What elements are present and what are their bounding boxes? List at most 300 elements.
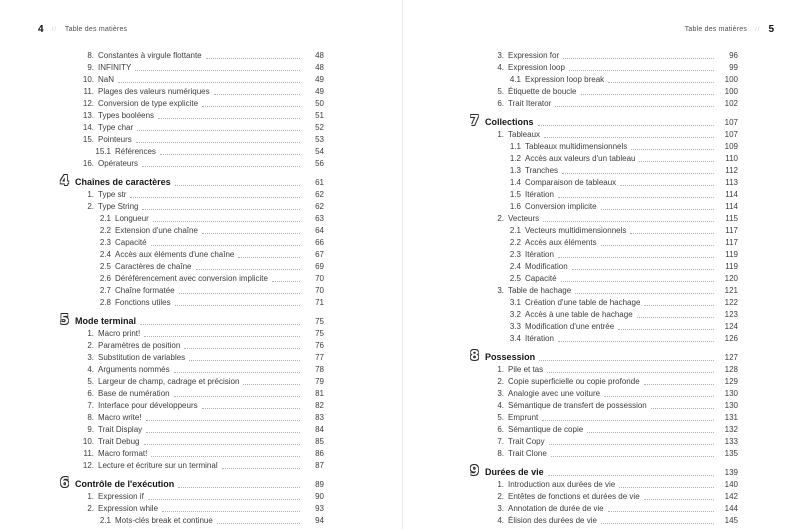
page-ref: 140 bbox=[724, 480, 738, 489]
dot-leader bbox=[644, 499, 714, 500]
dot-leader bbox=[639, 161, 714, 162]
toc-entry-row bbox=[60, 285, 324, 297]
dot-leader bbox=[630, 233, 714, 234]
entry-label: 2.1 bbox=[509, 226, 521, 235]
dot-leader bbox=[202, 106, 300, 107]
dot-leader bbox=[644, 305, 714, 306]
dot-leader bbox=[631, 149, 714, 150]
dot-leader bbox=[620, 185, 714, 186]
page-ref: 75 bbox=[315, 317, 324, 326]
entry-text: Trait Display bbox=[98, 425, 143, 434]
toc-entry-row bbox=[60, 122, 324, 134]
page-ref: 102 bbox=[724, 99, 738, 108]
entry-label: 3.2 bbox=[509, 310, 521, 319]
entry-text: Types booléens bbox=[98, 111, 155, 120]
entry-text: Introduction aux durées de vie bbox=[508, 480, 616, 489]
page-ref: 94 bbox=[315, 516, 324, 525]
right-page-header bbox=[685, 24, 774, 35]
toc-entry-row bbox=[60, 225, 324, 237]
entry-text: Déréférencement avec conversion implicite bbox=[115, 274, 268, 283]
entry-text: Interface pour développeurs bbox=[98, 401, 198, 410]
entry-text: Sémantique de copie bbox=[508, 425, 584, 434]
page-ref: 126 bbox=[724, 334, 738, 343]
toc-entry-row bbox=[60, 189, 324, 201]
dot-leader bbox=[144, 336, 300, 337]
dot-leader bbox=[272, 281, 300, 282]
chapter-number: 5 bbox=[60, 313, 70, 328]
dot-leader bbox=[569, 70, 714, 71]
dot-leader bbox=[558, 197, 714, 198]
entry-label: 1.6 bbox=[509, 202, 521, 211]
dot-leader bbox=[547, 372, 714, 373]
entry-label: 5. bbox=[497, 87, 504, 96]
page-ref: 112 bbox=[725, 166, 738, 175]
toc-entry-row bbox=[470, 249, 738, 261]
entry-label: 2. bbox=[87, 341, 94, 350]
toc-entry-row bbox=[60, 328, 324, 340]
toc-entry-row bbox=[60, 213, 324, 225]
entry-label: 2. bbox=[497, 492, 504, 501]
dot-leader bbox=[160, 154, 300, 155]
toc-chapter-row bbox=[60, 313, 324, 328]
chapter-title: Mode terminal bbox=[75, 316, 137, 326]
toc-entry-row bbox=[470, 321, 738, 333]
entry-text: Tableaux multidimensionnels bbox=[525, 142, 628, 151]
page-ref: 117 bbox=[725, 238, 738, 247]
entry-text: Trait Copy bbox=[508, 437, 545, 446]
page-ref: 52 bbox=[315, 123, 324, 132]
dot-leader bbox=[137, 130, 300, 131]
dot-leader bbox=[238, 257, 300, 258]
toc-entry-row bbox=[470, 50, 738, 62]
entry-label: 1.3 bbox=[509, 166, 521, 175]
entry-label: 9. bbox=[87, 425, 94, 434]
page-ref: 122 bbox=[724, 298, 738, 307]
page-ref: 70 bbox=[315, 286, 324, 295]
toc-entry-row bbox=[60, 98, 324, 110]
toc-entry-row bbox=[470, 273, 738, 285]
entry-text: Itération bbox=[525, 190, 554, 199]
toc-entry-row bbox=[470, 388, 738, 400]
page-ref: 124 bbox=[724, 322, 738, 331]
entry-text: Élision des durées de vie bbox=[508, 516, 597, 525]
dot-leader bbox=[140, 324, 300, 325]
entry-text: Expression loop break bbox=[525, 75, 605, 84]
entry-text: Itération bbox=[525, 334, 554, 343]
entry-text: Substitution de variables bbox=[98, 353, 186, 362]
toc-entry-row bbox=[60, 86, 324, 98]
page-ref: 87 bbox=[315, 461, 324, 470]
entry-label: 3. bbox=[497, 504, 504, 513]
toc-entry-row bbox=[60, 376, 324, 388]
page-ref: 48 bbox=[315, 51, 324, 60]
page-ref: 131 bbox=[724, 413, 738, 422]
toc-entry-row bbox=[470, 297, 738, 309]
entry-label: 7. bbox=[497, 437, 504, 446]
dot-leader bbox=[543, 221, 714, 222]
dot-leader bbox=[581, 94, 715, 95]
dot-leader bbox=[151, 456, 300, 457]
toc-entry-row bbox=[60, 448, 324, 460]
dot-leader bbox=[243, 384, 300, 385]
dot-leader bbox=[561, 281, 714, 282]
page-ref: 145 bbox=[724, 516, 738, 525]
toc-entry-row bbox=[60, 460, 324, 472]
page-ref: 96 bbox=[729, 51, 738, 60]
dot-leader bbox=[148, 499, 300, 500]
toc-entry-row bbox=[470, 412, 738, 424]
page-ref: 128 bbox=[724, 365, 738, 374]
page-ref: 144 bbox=[724, 504, 738, 513]
dot-leader bbox=[619, 487, 714, 488]
entry-label: 4. bbox=[87, 365, 94, 374]
page-ref: 78 bbox=[315, 365, 324, 374]
dot-leader bbox=[144, 444, 301, 445]
toc-entry-row bbox=[470, 424, 738, 436]
entry-label: 15.1 bbox=[95, 147, 111, 156]
dot-leader bbox=[651, 408, 714, 409]
entry-label: 16. bbox=[82, 159, 94, 168]
entry-text: Constantes à virgule flottante bbox=[98, 51, 202, 60]
toc-entry-row bbox=[470, 479, 738, 491]
chapter-number: 7 bbox=[470, 114, 480, 129]
page-ref: 93 bbox=[315, 504, 324, 513]
entry-text: Fonctions utiles bbox=[115, 298, 171, 307]
dot-leader bbox=[563, 58, 714, 59]
toc-entry-row bbox=[60, 424, 324, 436]
page-ref: 114 bbox=[725, 190, 738, 199]
entry-text: Pointeurs bbox=[98, 135, 132, 144]
dot-leader bbox=[555, 106, 714, 107]
entry-text: Expression for bbox=[508, 51, 560, 60]
entry-label: 2.4 bbox=[99, 250, 111, 259]
entry-text: Accès à une table de hachage bbox=[525, 310, 633, 319]
toc-entry-row bbox=[470, 448, 738, 460]
entry-label: 14. bbox=[82, 123, 94, 132]
dot-leader bbox=[558, 341, 714, 342]
dot-leader bbox=[539, 360, 714, 361]
left-page-header bbox=[38, 24, 127, 35]
entry-label: 12. bbox=[82, 99, 94, 108]
toc-entry-row bbox=[470, 98, 738, 110]
page-ref: 61 bbox=[315, 178, 324, 187]
dot-leader bbox=[601, 209, 714, 210]
toc-entry-row bbox=[470, 177, 738, 189]
entry-text: Expression if bbox=[98, 492, 144, 501]
entry-text: Capacité bbox=[115, 238, 147, 247]
running-title: Table des matières bbox=[64, 26, 128, 33]
page-ref: 130 bbox=[724, 389, 738, 398]
toc-entry-row bbox=[470, 189, 738, 201]
dot-leader bbox=[551, 456, 714, 457]
dot-leader bbox=[175, 305, 300, 306]
entry-label: 1. bbox=[497, 480, 504, 489]
entry-text: Sémantique de transfert de possession bbox=[508, 401, 647, 410]
toc-chapter-row bbox=[470, 464, 738, 479]
toc-chapter-row bbox=[470, 114, 738, 129]
page-ref: 85 bbox=[315, 437, 324, 446]
page-ref: 63 bbox=[315, 214, 324, 223]
page-ref: 114 bbox=[725, 202, 738, 211]
page-ref: 64 bbox=[315, 226, 324, 235]
toc-entry-row bbox=[60, 352, 324, 364]
entry-text: Trait Clone bbox=[508, 449, 547, 458]
entry-text: Annotation de durée de vie bbox=[508, 504, 604, 513]
dot-leader bbox=[542, 420, 714, 421]
entry-label: 10. bbox=[82, 75, 94, 84]
entry-text: Type String bbox=[98, 202, 139, 211]
toc-entry-row bbox=[470, 237, 738, 249]
page-ref: 75 bbox=[315, 329, 324, 338]
toc-entry-row bbox=[470, 333, 738, 345]
page-ref: 99 bbox=[729, 63, 738, 72]
toc-list-left bbox=[60, 50, 324, 527]
page-ref: 49 bbox=[315, 75, 324, 84]
chapter-number: 8 bbox=[470, 349, 480, 364]
toc-entry-row bbox=[470, 74, 738, 86]
page-ref: 119 bbox=[725, 262, 738, 271]
dot-leader bbox=[222, 468, 300, 469]
entry-text: Chaîne formatée bbox=[115, 286, 175, 295]
page-ref: 76 bbox=[315, 341, 324, 350]
entry-text: Accès aux éléments bbox=[525, 238, 597, 247]
toc-entry-row bbox=[470, 364, 738, 376]
dot-leader bbox=[175, 185, 300, 186]
entry-label: 1.4 bbox=[509, 178, 521, 187]
page-ref: 123 bbox=[724, 310, 738, 319]
dot-leader bbox=[136, 142, 300, 143]
page-ref: 115 bbox=[725, 214, 738, 223]
entry-text: NaN bbox=[98, 75, 115, 84]
page-ref: 67 bbox=[315, 250, 324, 259]
dot-leader bbox=[206, 58, 300, 59]
page-ref: 90 bbox=[315, 492, 324, 501]
toc-entry-row bbox=[470, 515, 738, 527]
toc-entry-row bbox=[60, 74, 324, 86]
entry-text: Modification d'une entrée bbox=[525, 322, 615, 331]
entry-text: Largeur de champ, cadrage et précision bbox=[98, 377, 240, 386]
dot-leader bbox=[179, 293, 300, 294]
entry-text: Création d'une table de hachage bbox=[525, 298, 641, 307]
toc-entry-row bbox=[60, 158, 324, 170]
header-ornament: // bbox=[51, 26, 57, 33]
dot-leader bbox=[202, 408, 300, 409]
entry-text: Copie superficielle ou copie profonde bbox=[508, 377, 640, 386]
chapter-number: 6 bbox=[60, 476, 70, 491]
entry-label: 3. bbox=[497, 286, 504, 295]
entry-label: 7. bbox=[87, 401, 94, 410]
toc-entry-row bbox=[60, 491, 324, 503]
entry-label: 1. bbox=[497, 365, 504, 374]
entry-label: 8. bbox=[87, 51, 94, 60]
dot-leader bbox=[142, 209, 300, 210]
toc-chapter-row bbox=[60, 174, 324, 189]
toc-entry-row bbox=[470, 129, 738, 141]
entry-text: Modification bbox=[525, 262, 568, 271]
page-number: 4 bbox=[38, 24, 44, 35]
dot-leader bbox=[562, 173, 714, 174]
toc-entry-row bbox=[60, 62, 324, 74]
running-title: Table des matières bbox=[684, 26, 748, 33]
dot-leader bbox=[644, 384, 714, 385]
toc-entry-row bbox=[60, 50, 324, 62]
page-ref: 107 bbox=[724, 118, 738, 127]
toc-entry-row bbox=[60, 237, 324, 249]
entry-text: Paramètres de position bbox=[98, 341, 181, 350]
dot-leader bbox=[608, 511, 714, 512]
toc-entry-row bbox=[60, 110, 324, 122]
entry-label: 2.1 bbox=[99, 516, 111, 525]
entry-label: 2.2 bbox=[99, 226, 111, 235]
entry-label: 1. bbox=[87, 329, 94, 338]
entry-label: 1.1 bbox=[509, 142, 521, 151]
dot-leader bbox=[217, 523, 300, 524]
toc-entry-row bbox=[60, 273, 324, 285]
dot-leader bbox=[604, 396, 714, 397]
dot-leader bbox=[558, 257, 714, 258]
entry-label: 1.5 bbox=[509, 190, 521, 199]
toc-entry-row bbox=[60, 400, 324, 412]
toc-entry-row bbox=[470, 62, 738, 74]
toc-entry-row bbox=[60, 261, 324, 273]
entry-label: 2.5 bbox=[99, 262, 111, 271]
entry-label: 2. bbox=[497, 377, 504, 386]
entry-text: Entêtes de fonctions et durées de vie bbox=[508, 492, 640, 501]
entry-label: 12. bbox=[82, 461, 94, 470]
toc-entry-row bbox=[470, 225, 738, 237]
chapter-number: 4 bbox=[60, 174, 70, 189]
toc-entry-row bbox=[470, 400, 738, 412]
entry-label: 2.8 bbox=[99, 298, 111, 307]
toc-entry-row bbox=[470, 309, 738, 321]
page-ref: 53 bbox=[315, 135, 324, 144]
entry-label: 4. bbox=[497, 516, 504, 525]
header-ornament: // bbox=[755, 26, 761, 33]
entry-text: Capacité bbox=[525, 274, 557, 283]
page-ref: 83 bbox=[315, 413, 324, 422]
toc-entry-row bbox=[60, 201, 324, 213]
entry-text: Conversion de type explicite bbox=[98, 99, 199, 108]
entry-label: 3.3 bbox=[509, 322, 521, 331]
toc-chapter-row bbox=[60, 476, 324, 491]
page-ref: 113 bbox=[725, 178, 738, 187]
entry-text: Vecteurs multidimensionnels bbox=[525, 226, 627, 235]
toc-entry-row bbox=[470, 141, 738, 153]
entry-text: Comparaison de tableaux bbox=[525, 178, 617, 187]
toc-entry-row bbox=[60, 515, 324, 527]
page-ref: 133 bbox=[724, 437, 738, 446]
toc-chapter-row bbox=[470, 349, 738, 364]
page-ref: 86 bbox=[315, 449, 324, 458]
right-page bbox=[400, 0, 800, 529]
entry-text: Macro format! bbox=[98, 449, 148, 458]
entry-text: Macro print! bbox=[98, 329, 141, 338]
dot-leader bbox=[146, 420, 300, 421]
entry-text: Expression loop bbox=[508, 63, 565, 72]
toc-entry-row bbox=[470, 153, 738, 165]
entry-text: Accès aux valeurs d'un tableau bbox=[525, 154, 636, 163]
entry-label: 2.3 bbox=[99, 238, 111, 247]
entry-text: Trait Debug bbox=[98, 437, 140, 446]
entry-text: Itération bbox=[525, 250, 554, 259]
dot-leader bbox=[575, 293, 714, 294]
page-ref: 50 bbox=[315, 99, 324, 108]
entry-text: Mots-clés break et continue bbox=[115, 516, 213, 525]
chapter-title: Chaînes de caractères bbox=[75, 177, 171, 187]
page-ref: 100 bbox=[724, 87, 738, 96]
page-ref: 135 bbox=[724, 449, 738, 458]
entry-label: 2. bbox=[87, 504, 94, 513]
page-ref: 129 bbox=[724, 377, 738, 386]
dot-leader bbox=[153, 221, 300, 222]
dot-leader bbox=[601, 523, 714, 524]
toc-entry-row bbox=[470, 491, 738, 503]
dot-leader bbox=[184, 348, 300, 349]
entry-label: 4.1 bbox=[509, 75, 521, 84]
page-ref: 89 bbox=[315, 480, 324, 489]
entry-label: 5. bbox=[497, 413, 504, 422]
page-ref: 107 bbox=[724, 130, 738, 139]
entry-label: 4. bbox=[497, 401, 504, 410]
entry-label: 6. bbox=[87, 389, 94, 398]
page-number: 5 bbox=[768, 24, 774, 35]
entry-label: 4. bbox=[497, 63, 504, 72]
page-ref: 120 bbox=[724, 274, 738, 283]
entry-text: Expression while bbox=[98, 504, 159, 513]
toc-entry-row bbox=[470, 213, 738, 225]
dot-leader bbox=[548, 475, 714, 476]
page-ref: 62 bbox=[315, 202, 324, 211]
chapter-title: Durées de vie bbox=[485, 467, 544, 477]
dot-leader bbox=[587, 432, 714, 433]
dot-leader bbox=[608, 82, 714, 83]
dot-leader bbox=[142, 166, 300, 167]
entry-text: INFINITY bbox=[98, 63, 132, 72]
entry-label: 5. bbox=[87, 377, 94, 386]
entry-label: 1. bbox=[87, 492, 94, 501]
toc-entry-row bbox=[470, 503, 738, 515]
entry-text: Emprunt bbox=[508, 413, 539, 422]
entry-label: 15. bbox=[82, 135, 94, 144]
entry-label: 2.5 bbox=[509, 274, 521, 283]
entry-label: 2.7 bbox=[99, 286, 111, 295]
page-ref: 130 bbox=[724, 401, 738, 410]
page-ref: 71 bbox=[315, 298, 324, 307]
entry-label: 2.1 bbox=[99, 214, 111, 223]
dot-leader bbox=[538, 125, 714, 126]
entry-text: Plages des valeurs numériques bbox=[98, 87, 210, 96]
entry-text: Analogie avec une voiture bbox=[508, 389, 601, 398]
entry-text: Opérateurs bbox=[98, 159, 139, 168]
page-ref: 109 bbox=[724, 142, 738, 151]
page-ref: 51 bbox=[315, 111, 324, 120]
page-ref: 110 bbox=[725, 154, 738, 163]
toc-entry-row bbox=[470, 436, 738, 448]
toc-entry-row bbox=[470, 86, 738, 98]
page-ref: 70 bbox=[315, 274, 324, 283]
dot-leader bbox=[174, 396, 300, 397]
entry-label: 3. bbox=[497, 51, 504, 60]
page-ref: 69 bbox=[315, 262, 324, 271]
entry-label: 10. bbox=[82, 437, 94, 446]
toc-entry-row bbox=[60, 134, 324, 146]
page-ref: 127 bbox=[724, 353, 738, 362]
entry-label: 8. bbox=[87, 413, 94, 422]
page-ref: 48 bbox=[315, 63, 324, 72]
page-ref: 84 bbox=[315, 425, 324, 434]
toc-entry-row bbox=[60, 364, 324, 376]
entry-text: Caractères de chaîne bbox=[115, 262, 192, 271]
